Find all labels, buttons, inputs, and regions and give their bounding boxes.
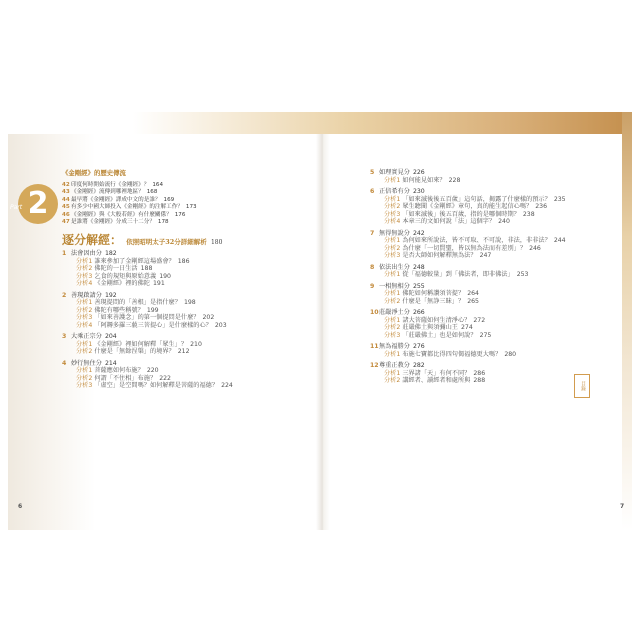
toc-subitem-page: 286 (473, 369, 486, 377)
toc-section-title: 尊重正教分 (379, 362, 410, 369)
toc-subitem (62, 348, 302, 356)
toc-section (62, 250, 302, 288)
history-item-page: 176 (174, 211, 186, 218)
toc-subitem-text: 為何如來所說法，皆不可取、不可說，非法，非非法？ (402, 237, 551, 244)
toc-section-page: 182 (104, 250, 117, 257)
toc-subitem (370, 218, 570, 226)
toc-subitem-tag: 分析1 (384, 290, 401, 297)
toc-subitem-tag: 分析2 (384, 203, 401, 210)
toc-subitem (370, 271, 570, 279)
history-item-number: 45 (62, 204, 70, 210)
toc-subitem-text: 《金剛經》裡的佛陀 (94, 280, 150, 287)
history-list (62, 182, 302, 227)
toc-subitem-text: 講經者、讀經者和處所與 (402, 377, 471, 384)
toc-section-number: 12 (370, 362, 379, 369)
toc-section-number: 9 (370, 282, 375, 290)
page-number-left: 6 (18, 503, 23, 510)
toc-subitem (370, 351, 570, 359)
toc-subitem (62, 307, 302, 315)
toc-section (62, 360, 302, 390)
toc-section-heading (370, 283, 570, 291)
toc-subitem-text: 從「福德較量」到「佛法者，即非佛法」 (402, 271, 514, 278)
toc-section-title: 大乘正宗分 (71, 333, 102, 340)
toc-section (370, 283, 570, 306)
toc-subitem-tag: 分析1 (76, 299, 93, 306)
toc-subitem-text: 《金剛經》裡如何解釋「眾生」？ (94, 340, 188, 348)
toc-subitem (62, 299, 302, 307)
toc-subitem (370, 252, 570, 260)
toc-subitem (62, 314, 302, 322)
toc-subitem-tag: 分析3 (76, 382, 93, 389)
gold-header-band (8, 112, 632, 134)
history-item-page: 164 (152, 181, 164, 188)
toc-section-title: 無得無說分 (379, 229, 410, 237)
toc-section-title: 妙行無住分 (71, 359, 102, 367)
history-item (62, 212, 302, 220)
toc-subitem-text: 是否大師如何解釋無為法？ (402, 252, 477, 259)
toc-section (370, 264, 570, 279)
toc-subitem-page: 199 (146, 306, 159, 314)
toc-subitem-page: 203 (214, 321, 227, 329)
side-tab-contents: 目錄 (574, 374, 590, 398)
toc-section (370, 309, 570, 339)
toc-subitem-text: 誰來參加了金剛經這場盛會？ (94, 257, 175, 265)
toc-subitem-text: 莊嚴佛土與須彌山王 (402, 324, 458, 331)
toc-section-page: 192 (104, 291, 117, 299)
toc-section (62, 333, 302, 356)
toc-subitem (62, 322, 302, 330)
toc-subitem-page: 210 (190, 340, 202, 348)
history-title: 《金剛經》的歷史傳流 (62, 169, 126, 177)
toc-subitem-tag: 分析3 (76, 272, 93, 280)
toc-subitem (370, 196, 570, 204)
toc-subitem (370, 237, 570, 245)
right-toc (370, 165, 570, 385)
history-item (62, 182, 302, 190)
toc-section-page: 204 (104, 333, 117, 340)
toc-subitem-page: 274 (461, 324, 473, 331)
toc-section-page: 230 (412, 188, 425, 195)
toc-subitem-page: 190 (159, 272, 171, 280)
toc-subitem-text: 「阿耨多羅三藐三菩提心」是什麼樣的心？ (94, 321, 212, 329)
toc-section (370, 362, 570, 385)
part2-title-text: 逐分解經： (62, 232, 123, 247)
toc-subitem-text: 如何能見如來？ (402, 176, 446, 184)
history-item-number: 44 (62, 196, 70, 203)
toc-subitem-text: 佛陀的一日生活 (94, 265, 138, 272)
toc-section-heading (370, 230, 570, 238)
toc-subitem-text: 什麼是「無諍三昧」？ (402, 297, 465, 305)
toc-subitem-page: 264 (467, 290, 479, 297)
toc-section-heading (370, 264, 570, 272)
toc-section (62, 292, 302, 330)
history-item (62, 204, 302, 212)
toc-section-title: 一相無相分 (379, 282, 410, 290)
toc-subitem-tag: 分析1 (384, 176, 401, 184)
toc-subitem-page: 220 (146, 367, 159, 374)
toc-section-page: 282 (412, 362, 425, 369)
toc-subitem (62, 341, 302, 349)
toc-subitem-tag: 分析2 (384, 297, 401, 305)
toc-section-page: 226 (412, 169, 425, 176)
history-item-text: 是誰將《金剛經》分成三十二分？ (71, 219, 155, 225)
history-item-page: 173 (185, 204, 197, 210)
toc-subitem-page: 191 (153, 280, 165, 287)
toc-subitem-tag: 分析1 (384, 350, 401, 358)
toc-subitem-page: 265 (467, 297, 479, 305)
history-item-text: 印度何時開始流行《金剛經》？ (71, 181, 150, 188)
toc-subitem-text: 本章三的文如何說「法」這個字？ (402, 218, 496, 225)
toc-section-number: 11 (370, 343, 379, 350)
toc-subitem (370, 324, 570, 332)
toc-subitem-page: 236 (535, 203, 548, 210)
history-item-page: 169 (163, 196, 175, 203)
toc-subitem-page: 198 (183, 299, 196, 306)
toc-subitem-text: 「莊嚴佛土」也是如何說？ (402, 331, 477, 339)
toc-subitem-tag: 分析1 (76, 257, 93, 265)
toc-section-number: 5 (370, 169, 375, 176)
toc-section-number: 2 (62, 291, 67, 299)
toc-subitem-page: 224 (221, 382, 233, 389)
toc-subitem-text: 眾生聽聞《金剛經》章句，真的能生起信心嗎？ (402, 203, 533, 210)
toc-section-page: 242 (412, 229, 425, 237)
page-number-right: 7 (620, 503, 625, 510)
toc-subitem (370, 211, 570, 219)
toc-subitem-tag: 分析4 (76, 280, 93, 287)
toc-subitem-text: 「虛空」是空間嗎？如何解釋是菩薩的福德？ (94, 382, 219, 389)
toc-section-title: 無為福勝分 (379, 343, 410, 350)
toc-subitem-text: 諸大菩薩如何生清淨心？ (402, 316, 471, 324)
toc-subitem-page: 222 (159, 374, 171, 382)
toc-section-heading (370, 309, 570, 317)
toc-subitem (62, 280, 302, 288)
history-block (62, 170, 302, 390)
toc-subitem (370, 203, 570, 211)
toc-subitem-page: 288 (473, 377, 486, 384)
history-item-number: 47 (62, 219, 70, 225)
toc-section-page: 266 (412, 309, 425, 316)
toc-subitem (370, 290, 570, 298)
toc-subitem-text: 乞食的規矩與原始意義 (94, 272, 157, 280)
history-item-page: 178 (157, 219, 169, 225)
toc-subitem (62, 382, 302, 390)
toc-subitem-tag: 分析1 (384, 316, 401, 324)
toc-subitem-tag: 分析3 (76, 314, 93, 321)
toc-subitem (62, 265, 302, 273)
toc-section-title: 莊嚴淨土分 (379, 309, 410, 316)
toc-section-number: 6 (370, 188, 375, 195)
toc-subitem-text: 何謂「不住相」布施？ (94, 374, 157, 382)
toc-subitem-page: 240 (498, 218, 510, 225)
toc-subitem-tag: 分析2 (384, 377, 401, 384)
history-item-text: 最早將《金剛經》譯成中文的是誰？ (71, 196, 161, 203)
gold-page-edge (622, 112, 632, 530)
toc-subitem (62, 258, 302, 266)
history-item-page: 168 (146, 189, 158, 195)
toc-section (370, 169, 570, 184)
toc-subitem-text: 「如來滅後後五百歲」這句話，揭露了什麼樣的預示？ (402, 195, 551, 203)
history-item (62, 219, 302, 227)
toc-subitem-text: 善現提問的「善根」是指什麼？ (94, 299, 181, 306)
toc-subitem-page: 202 (202, 314, 215, 321)
toc-subitem-text: 為什麼「一切賢聖，皆以無為法而有差別」？ (402, 244, 527, 252)
toc-subitem-tag: 分析3 (384, 331, 401, 339)
history-item-text: 《金剛經》流傳到哪裡地區？ (71, 189, 144, 195)
toc-section-title: 善現啟請分 (71, 291, 102, 299)
toc-subitem-tag: 分析1 (384, 369, 401, 377)
part2-page: 180 (210, 238, 223, 246)
toc-section (370, 230, 570, 260)
toc-section-number: 3 (62, 333, 67, 340)
toc-section-page: 255 (412, 282, 425, 290)
toc-subitem-tag: 分析2 (76, 306, 93, 314)
toc-subitem-page: 280 (504, 350, 517, 358)
toc-subitem-page: 228 (448, 176, 461, 184)
toc-section-heading (62, 333, 302, 341)
part2-title (62, 232, 302, 247)
toc-section-heading (370, 169, 570, 177)
toc-section (370, 343, 570, 358)
toc-subitem-page: 272 (473, 316, 486, 324)
toc-subitem (370, 298, 570, 306)
toc-subitem (370, 245, 570, 253)
toc-subitem-text: 「如來善護念」的第一個提問是什麼？ (94, 314, 200, 321)
toc-subitem-tag: 分析1 (384, 195, 401, 203)
toc-subitem-page: 188 (140, 265, 153, 272)
toc-section-heading (370, 362, 570, 370)
history-item-text: 《金剛經》與《大般若經》有什麼關係？ (71, 211, 172, 218)
toc-subitem (62, 375, 302, 383)
history-item (62, 197, 302, 205)
toc-section-title: 如理實見分 (379, 169, 410, 176)
toc-section-heading (62, 250, 302, 258)
toc-section-title: 正信希有分 (379, 188, 410, 195)
history-item (62, 189, 302, 197)
toc-section-number: 8 (370, 263, 375, 271)
toc-subitem-tag: 分析1 (384, 271, 401, 278)
part2-badge (18, 184, 58, 224)
book-gutter (316, 134, 330, 530)
toc-subitem-tag: 分析3 (384, 252, 401, 259)
part2-subtitle: 依照昭明太子32分詳細解析 (126, 237, 207, 246)
toc-subitem (370, 177, 570, 185)
toc-subitem-tag: 分析2 (76, 348, 93, 355)
toc-subitem-page: 253 (516, 271, 529, 278)
toc-subitem (62, 273, 302, 281)
toc-section-heading (62, 360, 302, 368)
right-toc-sections (370, 169, 570, 385)
toc-subitem-page: 275 (479, 331, 492, 339)
toc-subitem-text: 三界諸「天」有何不同？ (402, 369, 471, 377)
history-item-text: 有多少中國大師投入《金剛經》的注解工作？ (71, 204, 183, 210)
history-item-number: 42 (62, 181, 70, 188)
toc-subitem-text: 佛陀如何稱讚須菩提？ (402, 290, 465, 297)
toc-section-page: 214 (104, 359, 117, 367)
history-item-number: 43 (62, 189, 70, 195)
part2-badge-label: Part (10, 204, 23, 211)
toc-subitem-page: 238 (522, 210, 535, 218)
part2-badge-number: 2 (27, 186, 49, 221)
toc-subitem-text: 布施七寶都比得四句偈福德更大嗎？ (402, 350, 502, 358)
toc-subitem-tag: 分析2 (76, 374, 93, 382)
toc-section-heading (370, 188, 570, 196)
toc-section-number: 10 (370, 309, 379, 316)
toc-subitem (370, 332, 570, 340)
toc-subitem-tag: 分析2 (384, 244, 401, 252)
toc-subitem (370, 377, 570, 385)
toc-subitem (370, 317, 570, 325)
toc-section-title: 依法出生分 (379, 263, 410, 271)
toc-subitem-tag: 分析4 (76, 321, 93, 329)
toc-section-page: 248 (412, 263, 425, 271)
toc-subitem-text: 菩薩應如何布施？ (94, 367, 144, 374)
toc-section (370, 188, 570, 226)
toc-subitem (370, 370, 570, 378)
toc-subitem-page: 235 (553, 195, 566, 203)
toc-section-page: 276 (412, 343, 425, 350)
toc-subitem-text: 佛陀有哪些稱號？ (94, 306, 144, 314)
toc-subitem (62, 367, 302, 375)
toc-subitem-tag: 分析4 (384, 218, 401, 225)
toc-subitem-tag: 分析1 (76, 367, 93, 374)
toc-subitem-page: 212 (177, 348, 190, 355)
toc-subitem-page: 244 (553, 237, 566, 244)
toc-subitem-text: 「如來滅後」後五百歲，指的是哪個時期？ (402, 210, 520, 218)
toc-subitem-page: 186 (177, 257, 190, 265)
toc-section-number: 7 (370, 229, 375, 237)
toc-subitem-text: 什麼是「無餘涅槃」的境界？ (94, 348, 175, 355)
toc-section-heading (62, 292, 302, 300)
toc-section-number: 4 (62, 359, 67, 367)
toc-subitem-tag: 分析2 (76, 265, 93, 272)
toc-section-title: 法會因由分 (71, 250, 102, 257)
toc-subitem-page: 247 (479, 252, 492, 259)
toc-subitem-tag: 分析2 (384, 324, 401, 331)
toc-subitem-page: 246 (529, 244, 541, 252)
toc-subitem-tag: 分析3 (384, 210, 401, 218)
toc-section-heading (370, 343, 570, 351)
toc-subitem-tag: 分析1 (76, 340, 93, 348)
left-toc-sections (62, 250, 302, 390)
toc-section-number: 1 (62, 250, 67, 257)
toc-subitem-tag: 分析1 (384, 237, 401, 244)
history-item-number: 46 (62, 211, 70, 218)
